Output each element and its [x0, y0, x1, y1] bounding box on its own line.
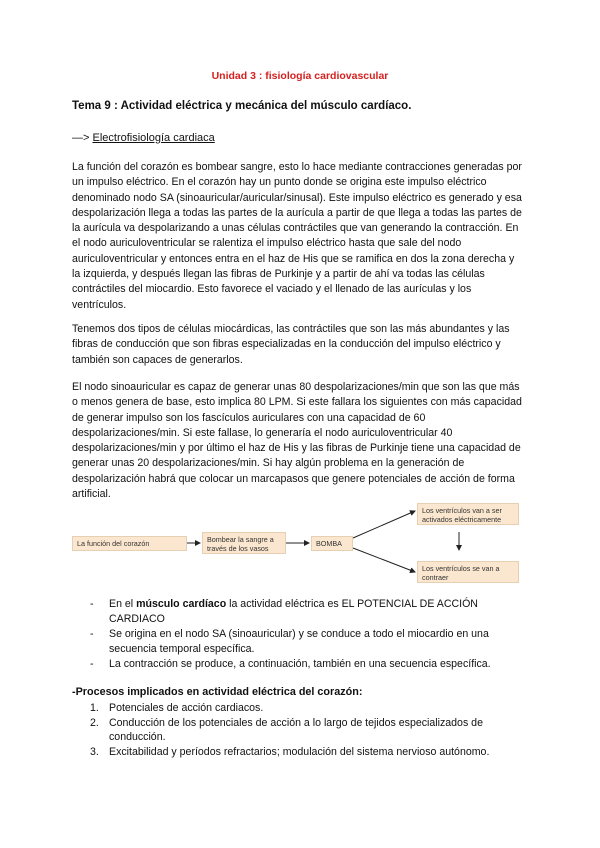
- box-bomba: [311, 536, 353, 551]
- box-heart-function-label: La función del corazón: [77, 539, 150, 548]
- list-text: Excitabilidad y períodos refractarios; modulación del sistema nervioso autónomo.: [109, 745, 490, 758]
- list-text: Conducción de los potenciales de acción a lo largo de tejidos especializados de conducción.: [109, 716, 483, 744]
- bullet-list: [90, 597, 530, 673]
- section-arrow: —>: [72, 132, 93, 144]
- box-pump-blood-line1: Bombear la sangre a: [207, 535, 274, 544]
- bullet-dash: -: [90, 598, 94, 610]
- section-heading: [72, 132, 215, 144]
- box-pump-blood-line2: través de los vasos: [207, 544, 269, 553]
- box-ventricles-activated-line1: Los ventrículos van a ser: [422, 506, 502, 515]
- box-bomba-label: BOMBA: [316, 539, 342, 548]
- bullet-text: Se origina en el nodo SA (sinoauricular) y se conduce a todo el miocardio en una secuencia temporal específica.: [109, 628, 489, 655]
- box-ventricles-activated-line2: activados eléctricamente: [422, 515, 502, 524]
- bullet-text: En el: [109, 598, 137, 610]
- bullet-dash: -: [90, 628, 94, 641]
- list-number: 1.: [90, 702, 99, 714]
- processes-list: [90, 701, 530, 759]
- box-ventricles-contract: [417, 561, 519, 583]
- arrow-3: [353, 511, 415, 538]
- box-ventricles-activated: [417, 503, 519, 525]
- box-pump-blood: [202, 532, 286, 554]
- list-item: [90, 597, 530, 626]
- paragraph-intro: La función del corazón es bombear sangre, esto lo hace mediante contracciones generadas por un impulso eléctrico. En el corazón hay un punto donde se origina este impulso eléctrico denominado nodo SA (sinoauricular/auricular/sinusal). Este impulso eléctrico es generado y esa despolarización llega a todas las partes de la aurícula a partir de que llega a todas las partes de la aurícula va despolarizando a unas células contráctiles que van generando la contracción. En el nodo auriculoventricular se ralentiza el impulso eléctrico hasta que sale del nodo auriculoventricular y entonces entra en el haz de His que se ramifica en dos la zona derecha y la izquierda, y después llegan las fibras de Purkinje y a partir de ahí va todas las células contráctiles del miocardio. Esto favorece el vaciado y el llenado de las aurículas y los ventrículos.: [72, 161, 522, 311]
- arrow-4: [353, 548, 415, 572]
- list-item: [90, 745, 530, 760]
- paragraph-pacemaker: El nodo sinoauricular es capaz de generar unas 80 despolarizaciones/min que son las que más o menos genera de base, esto implica 80 LPM. Si este fallara los siguientes con más capacidad de generar impulso son los fascículos auriculares con una capacidad de 60 despolarizaciones/min. Si este fallase, lo generaría el nodo auriculoventricular 40 despolarizaciones/min y por último el haz de His y las fibras de Purkinje tiene una capacidad de generar unas 20 despolarizaciones/min. Si hay algún problema en la generación de despolarización habrá que colocar un marcapasos que genere potenciales de acción de forma artificial.: [72, 381, 522, 501]
- processes-heading: -Procesos implicados en actividad eléctrica del corazón:: [72, 686, 363, 698]
- section-label: Electrofisiología cardiaca: [92, 132, 215, 144]
- bullet-dash: -: [90, 658, 94, 671]
- flow-diagram: [70, 502, 540, 592]
- list-item: [90, 716, 530, 745]
- bullet-text: La contracción se produce, a continuación, también en una secuencia específica.: [109, 658, 491, 671]
- bullet-text: la actividad eléctrica es EL POTENCIAL DE ACCIÓN CARDIACO: [109, 598, 478, 625]
- list-item: [90, 627, 530, 656]
- box-ventricles-contract-line1: Los ventrículos se van a: [422, 564, 500, 573]
- document-title: Unidad 3 : fisiología cardiovascular: [211, 70, 389, 82]
- list-number: 3.: [90, 745, 99, 758]
- list-number: 2.: [90, 716, 99, 729]
- list-text: Potenciales de acción cardiacos.: [109, 702, 264, 714]
- list-item: [90, 657, 530, 672]
- bullet-bold-text: músculo cardíaco: [136, 598, 227, 610]
- list-item: [90, 701, 530, 716]
- topic-heading: Tema 9 : Actividad eléctrica y mecánica del músculo cardíaco.: [72, 100, 412, 112]
- paragraph-cell-types: Tenemos dos tipos de células miocárdicas, las contráctiles que son las más abundantes y las fibras de conducción que son fibras especializadas en la conducción del impulso eléctrico y también son capaces de generarlos.: [72, 323, 510, 366]
- box-heart-function: [72, 536, 187, 551]
- box-ventricles-contract-line2: contraer: [422, 573, 449, 582]
